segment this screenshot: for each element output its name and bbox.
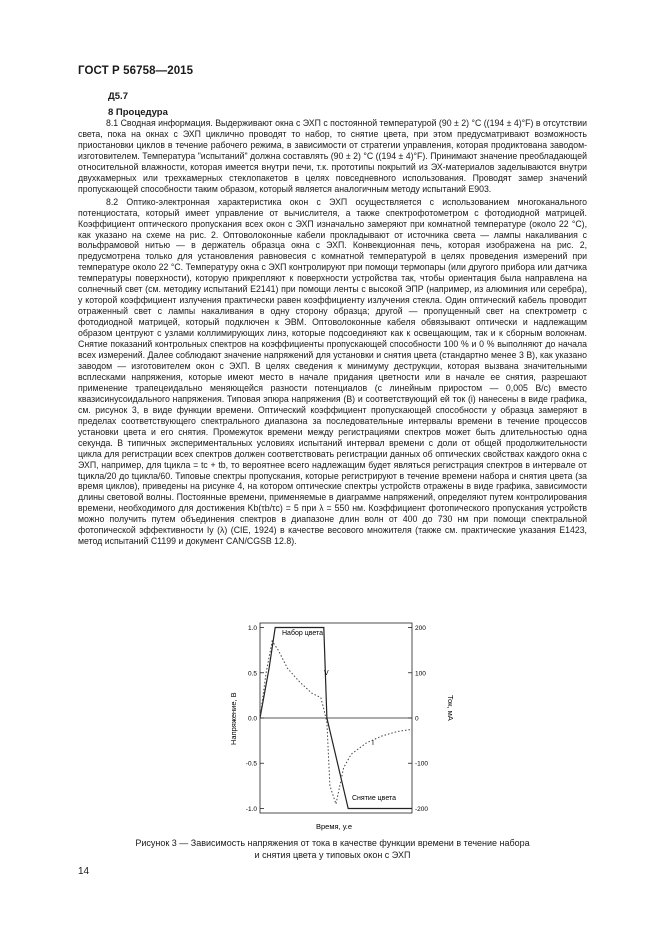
right-tick-label: -100 bbox=[415, 760, 429, 768]
annotation-bleaching: Снятие цвета bbox=[352, 795, 396, 802]
standard-header: ГОСТ Р 56758—2015 bbox=[78, 65, 194, 77]
right-tick-label: -200 bbox=[415, 805, 429, 813]
y-right-axis-label: Ток, мА bbox=[446, 695, 455, 721]
subheading: 8 Процедура bbox=[108, 107, 168, 118]
paragraph-8-2: 8.2 Оптико-электронная характеристика окон с ЭХП осуществляется с использованием многоканального потенциостата, который имеет управление от вычислителя, а также спектрофотометром с фотодиодной матрицей. Коэффициент оптического пропускания всех окон с ЭХП изначально замеряют при комнатной температуре (около 22 °С), как указано на схеме на рис. 2. Оптоволоконные кабели прокладывают от источника света — лампы накаливания с вольфрамовой нитью — в держатель образца окна с ЭХП. Конвекционная печь, которая изображена на рис. 2, предусмотрена только для установления равновесия с комнатной температурой в целях проведения измерений при температуре около 22 °С. Температуру окна с ЭХП контролируют при помощи термопары (или другого прибора или датчика температуры поверхности), которую прикрепляют к поверхности устройства так, чтобы ориентация была направлена на солнечный свет (см. методику испытаний Е2141) при помощи ленты с высокой ЭПР (например, из алюминия или серебра), у которой коэффициент излучения практически равен коэффициенту излучения стекла. Один оптический кабель проводит отраженный свет с лампы накаливания в одну сторону образца; другой — пропущенный свет на спектрометр с фотодиодной матрицей, который подключен к ЭВМ. Оптоволоконные кабеля обвязывают оптически и надлежащим образом центруют с узлами коллимирующих линз, которые подсоединяют как к освещающим, так и к сборным волокнам. Снятие показаний контрольных спектров на коэффициенты пропускающей способности 100 % и 0 % выполняют до начала всех измерений. Далее соблюдают значение напряжений для установки и снятия цвета (стандартно менее 3 В), как указано заводом — изготовителем окон с ЭХП. В целях сведения к минимуму деструкции, которая вызвана значительными всплесками напряжения, которые имеют место в начале придания цветности или в начале ее снятия, разрешают применение трапецеидально меняющейся разности потенциалов (с линейным приростом — 0,005 В/с) вместо квазисинусоидального напряжения. Типовая эпюра напряжения (В) и соответствующий ей ток (i) нанесены в виде графика, см. рисунок 3, в виде функции времени. Оптический коэффициент пропускающей способности у образца замеряют в пределах соответствующего спектрального диапазона за последовательные интервалы времени в течение процессов установки цвета и его снятия. Промежуток времени между регистрациями спектров может быть длительностью одна секунда. В типичных экспериментальных условиях испытаний интервал времени с доли от общей продолжительности цикла для регистрации всех спектров должен соответствовать регистрации данных об оптических свойствах каждого окна с ЭХП, например, для tцикла = tc + tb, то вероятнее всего надлежащим будет являться регистрация спектров в интервале от tцикла/20 до tцикла/60. Типовые спектры пропускания, которые регистрируют в течение времени набора и снятия цвета (за время циклов), приведены на рисунке 4, на котором оптические спектры устройств отражены в виде графика, зависимости длины световой волны. Постоянные времени, применяемые в диаграмме напряжений, определяют путем контролирования времени, необходимого для достижения Kb(τb/τc) = 5 при λ = 550 нм. Коэффициент фотопического пропускания устройств можно получить путем объединения спектров в диапазоне длин волн от 400 до 730 нм при помощи спектральной фотопической эффективности Iy (λ) (CIE, 1924) в качестве весового множителя (также см. практические указания Е1423, метод испытаний С1199 и документ CAN/CGSB 12.8). bbox=[78, 196, 587, 547]
curve-v-label: V bbox=[324, 670, 329, 677]
section-number: Д5.7 bbox=[108, 91, 128, 102]
caption-line-1: Рисунок 3 — Зависимость напряжения от тока в качестве функции времени в течение набора bbox=[135, 838, 530, 848]
figure-caption bbox=[78, 838, 587, 861]
left-axis-ticks bbox=[246, 625, 264, 813]
annotation-coloring: Набор цвета bbox=[282, 630, 324, 637]
left-tick-label: 1.0 bbox=[247, 625, 257, 633]
caption-line-2: и снятия цвета у типовых окон с ЭХП bbox=[254, 849, 411, 860]
voltage-current-chart bbox=[222, 615, 462, 835]
current-series-line bbox=[260, 641, 412, 804]
left-tick-label: -1.0 bbox=[245, 805, 257, 813]
right-tick-label: 100 bbox=[415, 670, 426, 678]
right-axis-ticks bbox=[408, 625, 428, 813]
right-tick-label: 200 bbox=[415, 625, 426, 633]
left-tick-label: 0.0 bbox=[247, 715, 257, 723]
y-left-axis-label: Напряжение, В bbox=[229, 692, 238, 745]
page-number: 14 bbox=[78, 866, 90, 877]
x-axis-label: Время, у.е bbox=[316, 822, 352, 831]
curve-i-label: I bbox=[372, 740, 374, 747]
figure-3 bbox=[222, 615, 462, 835]
body-text bbox=[78, 118, 587, 549]
left-tick-label: -0.5 bbox=[245, 760, 257, 768]
left-tick-label: 0.5 bbox=[247, 670, 257, 678]
right-tick-label: 0 bbox=[415, 715, 419, 723]
paragraph-8-1: 8.1 Сводная информация. Выдерживают окна с ЭХП с постоянной температурой (90 ± 2) °С ((194 ± 4)°F) в отсутствии света, пока на окнах с ЭХП циклично проводят то набор, то снятие цвета, при этом предусматривают возможность приостановки циклов в течение рабочего режима, в зависимости от стратегии управления, которая продиктована заводом-изготовителем. Температура "испытаний" должна составлять (90 ± 2) °С ((194 ± 4)°F). Принимают значение преобладающей относительной влажности, которая имеется внутри печи, т.к. прототипы покрытий из ЭХ-материалов заделываются внутри двухкамерных или трехкамерных стеклопакетов в целях повседневного использования. Проводят замер значений пропускающей способности таким образом, который является аналогичным методу испытаний Е903. bbox=[78, 118, 587, 194]
